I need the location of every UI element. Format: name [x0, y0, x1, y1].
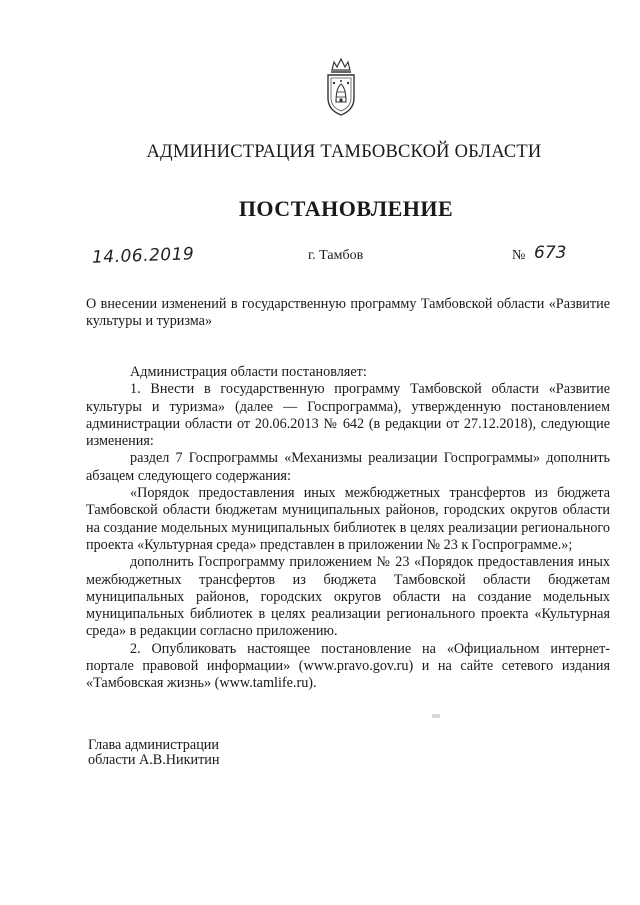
document-number: 673 — [534, 243, 567, 263]
signature-title: Глава администрации — [88, 737, 219, 753]
signature-block — [88, 738, 219, 768]
body-paragraph: дополнить Госпрограмму приложением № 23 «Порядок предоставления иных межбюджетных трансфертов из бюджета Тамбовской области бюджетам муниципальных районов, городских округов области на создание модельных муниципальных библиотек в целях реализации регионального проекта «Культурная среда» в редакции согласно приложению. — [86, 554, 610, 640]
document-body — [86, 364, 610, 693]
document-type-title: ПОСТАНОВЛЕНИЕ — [238, 196, 454, 221]
number-sign: № — [512, 248, 526, 263]
document-subject: О внесении изменений в государственную программу Тамбовской области «Развитие культуры и туризма» — [86, 296, 610, 329]
body-paragraph: «Порядок предоставления иных межбюджетных трансфертов из бюджета Тамбовской области бюджетам муниципальных районов, городских округов области на создание модельных муниципальных библиотек в целях реализации регионального проекта «Культурная среда» представлен в приложении № 23 к Госпрограмме.»; — [86, 485, 610, 553]
document-city: г. Тамбов — [308, 248, 364, 263]
body-paragraph: 2. Опубликовать настоящее постановление на «Официальном интернет-портале правовой информации» (www.pravo.gov.ru) и на сайте сетевого издания «Тамбовская жизнь» (www.tamlife.ru). — [86, 640, 610, 692]
document-date: 14.06.2019 — [91, 244, 195, 268]
body-paragraph: 1. Внести в государственную программу Тамбовской области «Развитие культуры и туризма» (далее — Госпрограмма), утвержденную постановлением администрации области от 20.06.2013 № 642 (в редакции от 27.12.2018), следующие изменения: — [86, 381, 610, 450]
coat-of-arms-icon — [324, 56, 358, 118]
body-paragraph: раздел 7 Госпрограммы «Механизмы реализации Госпрограммы» дополнить абзацем следующего содержания: — [86, 450, 610, 484]
body-paragraph: Администрация области постановляет: — [130, 364, 367, 380]
issuing-authority: АДМИНИСТРАЦИЯ ТАМБОВСКОЙ ОБЛАСТИ — [146, 142, 542, 162]
signature-name: области А.В.Никитин — [88, 752, 220, 768]
scan-artifact — [432, 714, 440, 718]
